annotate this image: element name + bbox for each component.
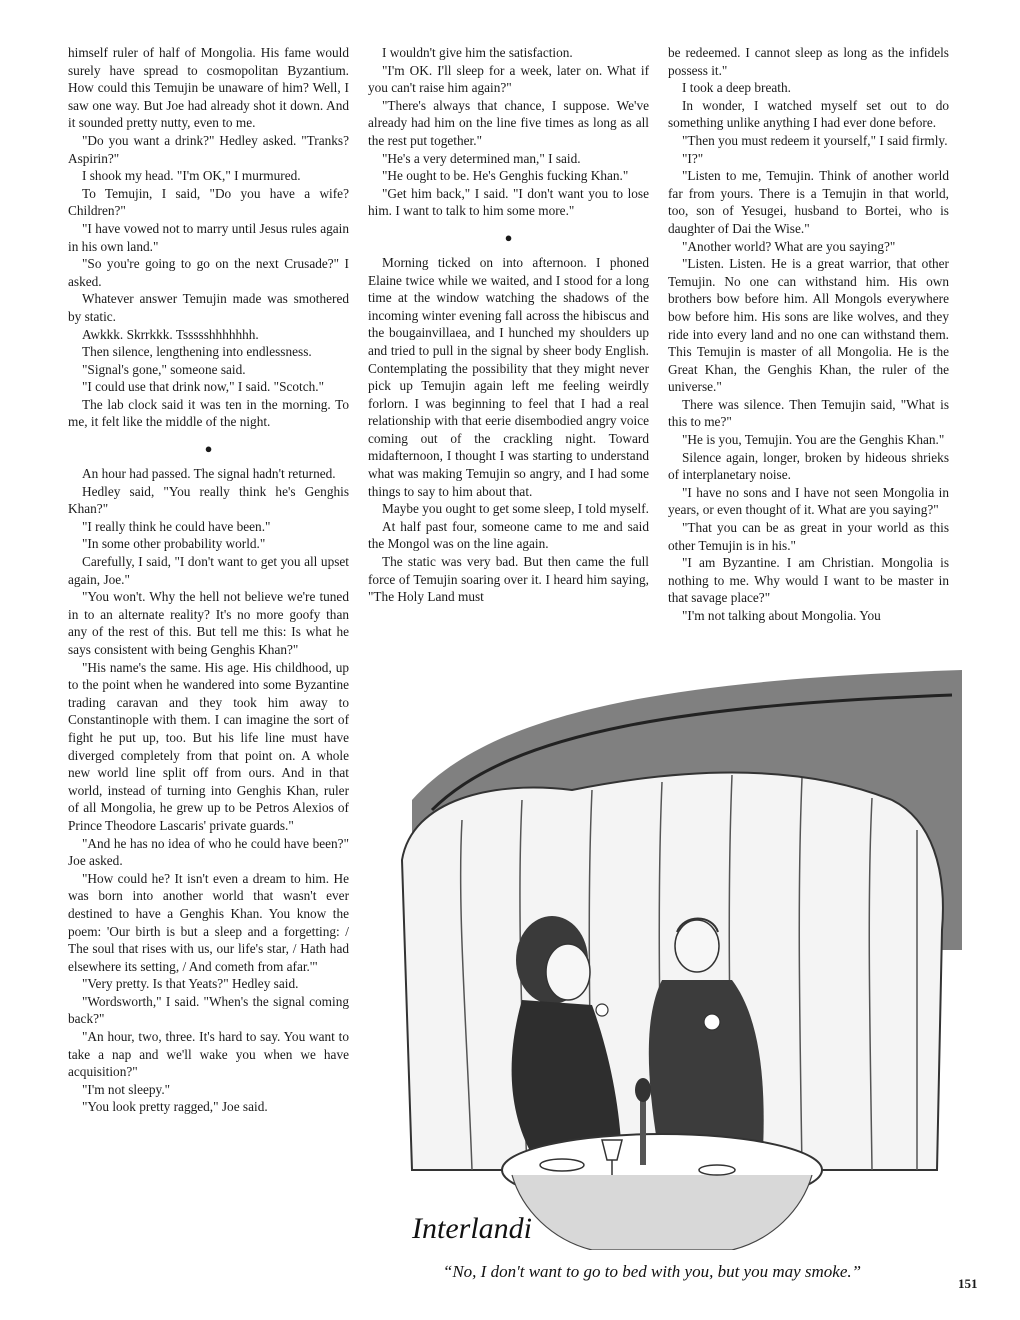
paragraph: "An hour, two, three. It's hard to say. You want to take a nap and we'll wake you when we have acquisition?"	[68, 1029, 349, 1080]
paragraph: There was silence. Then Temujin said, "What is this to me?"	[668, 396, 949, 430]
paragraph: "Very pretty. Is that Yeats?" Hedley said.	[82, 976, 299, 992]
paragraph: "Another world? What are you saying?"	[682, 238, 896, 254]
cartoon-caption: “No, I don't want to go to bed with you, but you may smoke.”	[442, 1262, 862, 1281]
paragraph: "He's a very determined man," I said.	[382, 150, 581, 166]
paragraph: "I'm not sleepy."	[82, 1081, 171, 1097]
paragraph: "There's always that chance, I suppose. We've already had him on the line five times as long as all the rest put together."	[368, 97, 649, 148]
section-break-bullet: ●	[204, 441, 213, 457]
paragraph: "You won't. Why the hell not believe we're tuned in to an alternate reality? It's no more goofy than any of the rest of this. But tell me this: Is what he says consistent with being Genghis Khan?"	[68, 589, 349, 657]
paragraph: I wouldn't give him the satisfaction.	[382, 45, 573, 60]
paragraph: Maybe you ought to get some sleep, I told myself.	[382, 501, 650, 517]
paragraph: Whatever answer Temujin made was smothered by static.	[68, 291, 349, 324]
paragraph: The static was very bad. But then came the full force of Temujin soaring over it. I heard him saying, "The Holy Land must	[368, 554, 649, 605]
paragraph: Then silence, lengthening into endlessness.	[82, 344, 312, 360]
paragraph: "I?"	[682, 150, 704, 166]
paragraph: Morning ticked on into afternoon. I phoned Elaine twice while we waited, and I stood for a long time at the window watching the shadows of the incoming winter evening fall across the hibiscus and the bougainvillaea, and I hunched my shoulders up and tried to pull in the signal by sheer body English. Contemplating the possibility that they might never pick up Temujin again left me feeling weirdly forlorn. I was beginning to feel that I had a real relationship with that eerie disembodied angry voice coming out of the crackling night. Toward midafternoon, I thought I was starting to understand what was making Temujin so angry, and I had some things to say to him about that.	[368, 254, 649, 499]
paragraph: be redeemed. I cannot sleep as long as the infidels possess it."	[668, 45, 949, 78]
paragraph: I took a deep breath.	[682, 80, 791, 96]
text-column-3	[668, 44, 949, 625]
paragraph: "I'm not talking about Mongolia. You	[682, 608, 881, 623]
paragraph: "Listen to me, Temujin. Think of another world far from yours. There is a Temujin in that world, too, son of Yesugei, husband to Bortei, who is daughter of Dai the Wise."	[668, 168, 949, 236]
paragraph: "Signal's gone," someone said.	[82, 361, 246, 377]
paragraph: To Temujin, I said, "Do you have a wife? Children?"	[68, 185, 349, 219]
paragraph: The lab clock said it was ten in the morning. To me, it felt like the middle of the night.	[68, 396, 349, 430]
text-column-2	[368, 44, 649, 606]
paragraph: "I could use that drink now," I said. "Scotch."	[82, 379, 325, 395]
paragraph: "I really think he could have been."	[82, 518, 271, 534]
paragraph: "I have vowed not to marry until Jesus rules again in his own land."	[68, 220, 349, 254]
paragraph: "I am Byzantine. I am Christian. Mongolia is nothing to me. Why would I want to be master in that savage place?"	[668, 555, 949, 606]
paragraph: "I'm OK. I'll sleep for a week, later on. What if you can't raise him again?"	[368, 62, 649, 96]
paragraph: "His name's the same. His age. His childhood, up to the point when he wandered into some Byzantine trading caravan and they took him away to Constantinople with them. I can imagine the sort of fight he put up, too. But his life line must have diverged completely from that point on. A whole new world line split off from ours. And in that world, instead of turning into Genghis Khan, ruler of all Mongolia, he grew up to be Petros Alexios of Prince Theodore Lascaris' private guards."	[68, 659, 349, 833]
paragraph: "That you can be as great in your world as this other Temujin is in his."	[668, 520, 949, 553]
cartoon-illustration	[372, 650, 962, 1250]
paragraph: Silence again, longer, broken by hideous shrieks of interplanetary noise.	[668, 449, 949, 483]
paragraph: I shook my head. "I'm OK," I murmured.	[82, 168, 301, 184]
paragraph: In wonder, I watched myself set out to do something unlike anything I had ever done before.	[668, 97, 949, 131]
paragraph: "In some other probability world."	[82, 536, 266, 552]
paragraph: "How could he? It isn't even a dream to him. He was born into another world that wasn't ever destined to have a Genghis Khan. You know the poem: 'Our birth is but a sleep and a forgetting: / The soul that rises with us, our life's star, / Hath had elsewhere its setting, / And cometh from afar.'"	[68, 870, 349, 974]
paragraph: "And he has no idea of who he could have been?" Joe asked.	[68, 835, 349, 869]
paragraph: "Wordsworth," I said. "When's the signal coming back?"	[68, 993, 349, 1027]
paragraph: "I have no sons and I have not seen Mongolia in years, or even thought of it. What are you saying?"	[668, 484, 949, 518]
paragraph: "Do you want a drink?" Hedley asked. "Tranks? Aspirin?"	[68, 132, 349, 166]
cartoon-signature: Interlandi	[412, 1212, 532, 1245]
paragraph: An hour had passed. The signal hadn't returned.	[82, 466, 336, 482]
paragraph: "You look pretty ragged," Joe said.	[82, 1099, 268, 1115]
text-column-1	[68, 44, 349, 1116]
paragraph: Hedley said, "You really think he's Genghis Khan?"	[68, 483, 349, 517]
paragraph: Carefully, I said, "I don't want to get you all upset again, Joe."	[68, 554, 349, 587]
page-number: 151	[958, 1276, 978, 1291]
paragraph: "He is you, Temujin. You are the Genghis Khan."	[682, 432, 945, 448]
paragraph: "Get him back," I said. "I don't want you to lose him. I want to talk to him some more."	[368, 185, 649, 219]
paragraph: "He ought to be. He's Genghis fucking Khan."	[382, 168, 629, 184]
paragraph: himself ruler of half of Mongolia. His fame would surely have spread to cosmopolitan Byzantium. How could this Temujin be unaware of him? Well, I saw one way. But Joe had already shot it down. And it sounded pretty nutty, even to me.	[68, 45, 349, 131]
paragraph: At half past four, someone came to me and said the Mongol was on the line again.	[368, 518, 649, 552]
paragraph: "Listen. Listen. He is a great warrior, that other Temujin. No one can withstand him. His own brothers bow before him. All Mongols everywhere bow before him. His sons are like wolves, and they ride into every land and no one can withstand them. This Temujin is master of all Mongolia. He is the Great Khan, the Genghis Khan, the ruler of the universe."	[668, 256, 949, 395]
section-break-bullet: ●	[504, 229, 513, 245]
paragraph: "Then you must redeem it yourself," I said firmly.	[682, 132, 948, 148]
paragraph: "So you're going to go on the next Crusade?" I asked.	[68, 256, 349, 289]
paragraph: Awkkk. Skrrkkk. Tssssshhhhhhh.	[82, 326, 259, 342]
